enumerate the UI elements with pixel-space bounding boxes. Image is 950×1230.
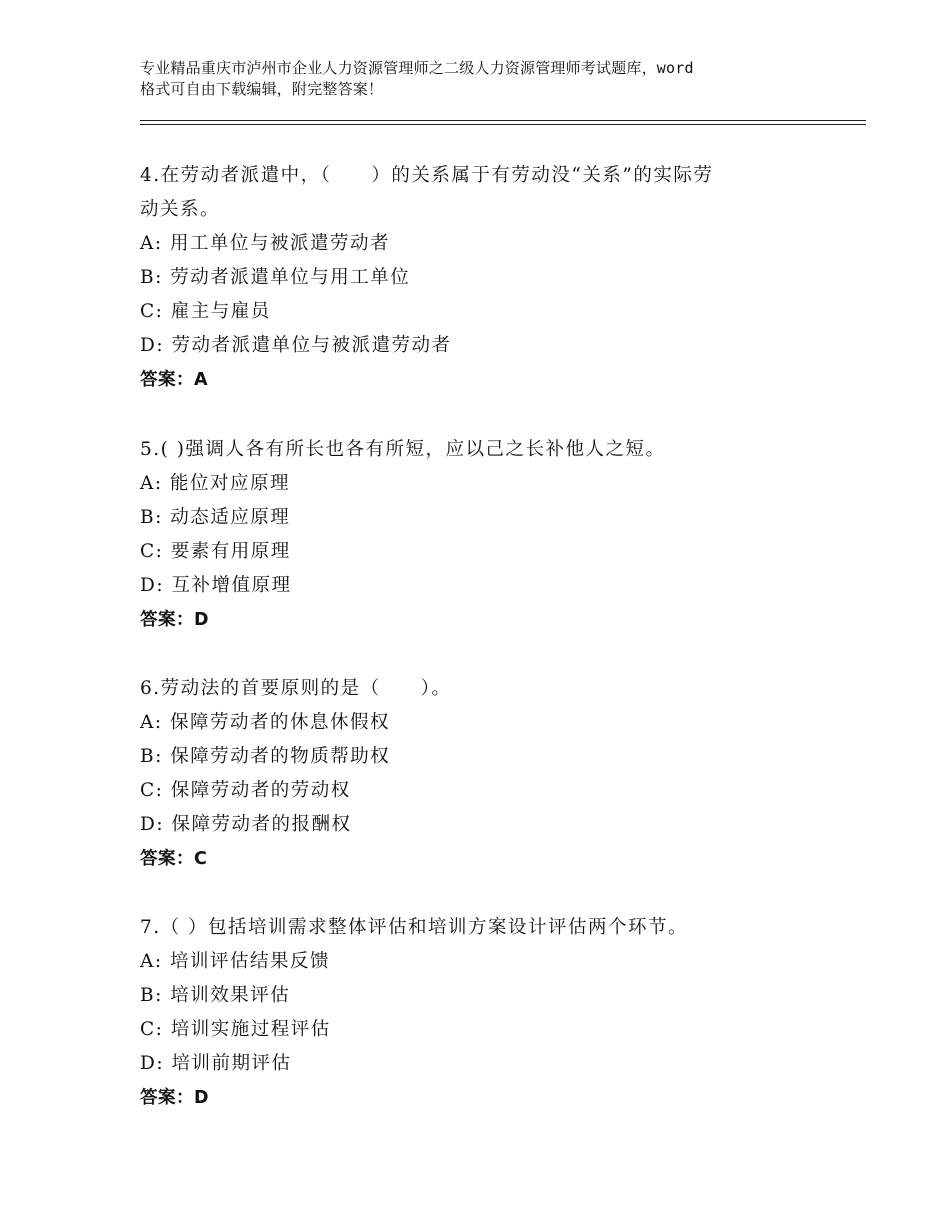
document-header (140, 58, 830, 100)
question-stem: 7.（ ）包括培训需求整体评估和培训方案设计评估两个环节。 (140, 917, 689, 938)
option-a: A: 保障劳动者的休息休假权 (140, 712, 390, 733)
option-a: A: 用工单位与被派遣劳动者 (140, 233, 390, 254)
option-c: C: 雇主与雇员 (140, 301, 271, 322)
answer: 答案：D (140, 610, 210, 630)
option-d: D: 培训前期评估 (140, 1053, 292, 1074)
question-stem-line: 动关系。 (140, 199, 221, 220)
question-4 (140, 159, 820, 397)
option-a: A: 能位对应原理 (140, 473, 290, 494)
answer: 答案：C (140, 849, 208, 869)
option-b: B: 培训效果评估 (140, 985, 291, 1006)
question-5 (140, 433, 820, 637)
header-divider-bottom (140, 124, 866, 125)
question-6 (140, 672, 820, 876)
option-d: D: 保障劳动者的报酬权 (140, 814, 352, 835)
question-stem (140, 159, 820, 227)
option-c: C: 要素有用原理 (140, 541, 291, 562)
answer: 答案：A (140, 370, 209, 390)
option-d: D: 互补增值原理 (140, 575, 292, 596)
option-a: A: 培训评估结果反馈 (140, 951, 330, 972)
question-stem: 6.劳动法的首要原则的是（ ）。 (140, 678, 452, 699)
answer: 答案：D (140, 1088, 210, 1108)
question-stem: 5.( )强调人各有所长也各有所短，应以己之长补他人之短。 (140, 439, 666, 460)
option-d: D: 劳动者派遣单位与被派遣劳动者 (140, 335, 452, 356)
question-stem-line: 4.在劳动者派遣中，（ ）的关系属于有劳动没“关系”的实际劳 (140, 165, 714, 186)
option-b: B: 动态适应原理 (140, 507, 291, 528)
option-c: C: 保障劳动者的劳动权 (140, 780, 351, 801)
header-divider-top (140, 120, 866, 121)
question-7 (140, 911, 820, 1115)
option-c: C: 培训实施过程评估 (140, 1019, 331, 1040)
option-b: B: 劳动者派遣单位与用工单位 (140, 267, 411, 288)
option-b: B: 保障劳动者的物质帮助权 (140, 746, 391, 767)
header-line-2: 格式可自由下载编辑，附完整答案！ (140, 80, 384, 98)
header-line-1: 专业精品重庆市泸州市企业人力资源管理师之二级人力资源管理师考试题库，word (140, 59, 694, 77)
